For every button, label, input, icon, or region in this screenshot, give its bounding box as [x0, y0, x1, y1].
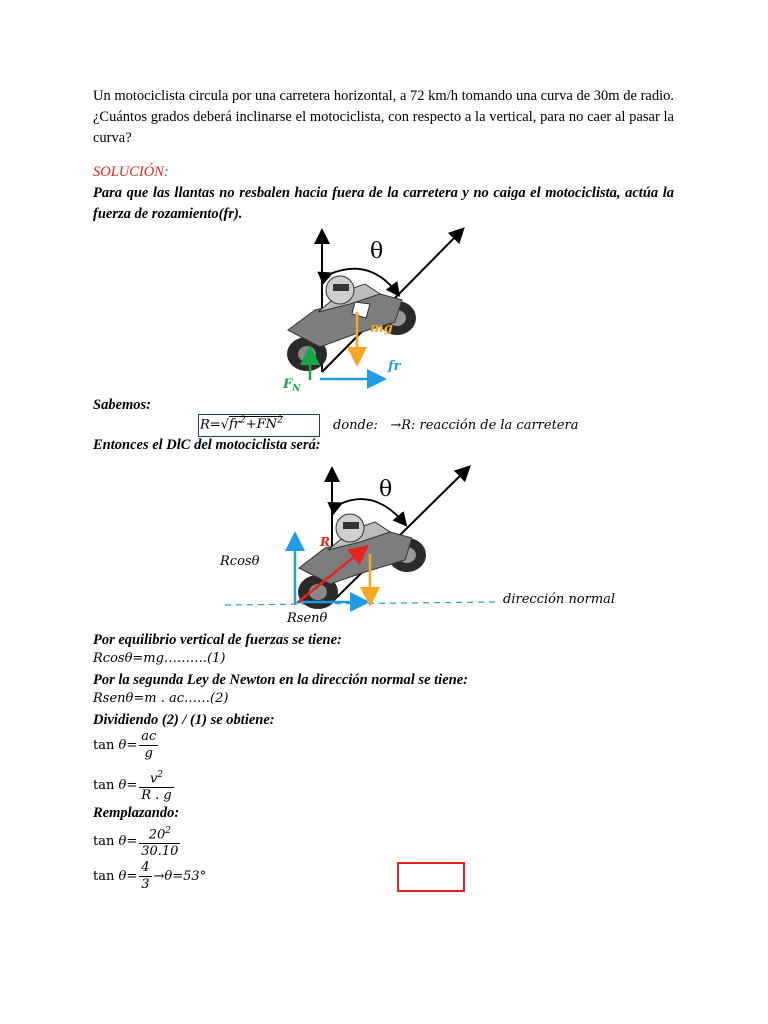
- fr-label: fr: [388, 359, 401, 374]
- equation-2: Rsenθ=m . ac……(2): [93, 691, 229, 706]
- direccion-normal-label: dirección normal: [503, 592, 616, 607]
- dlc-heading: Entonces el DlC del motociclista será:: [93, 437, 321, 453]
- figure-motorcycle-forces: [270, 222, 480, 397]
- motorcycle-illustration: [287, 276, 416, 371]
- rcos-label: Rcosθ: [220, 554, 260, 569]
- replacing-heading: Remplazando:: [93, 805, 180, 821]
- vertical-heading: Por equilibrio vertical de fuerzas se tiene:: [93, 632, 342, 648]
- tan-equation-4: tan θ= $\frac{4}{3}$ →θ=53°: [93, 860, 207, 892]
- tan-equation-3: tan θ= $\frac{20^2}{30.10}$: [93, 823, 182, 860]
- mg-label: mg: [370, 321, 393, 336]
- r-label: R: [320, 535, 330, 549]
- theta-label-2: θ: [379, 477, 393, 502]
- problem-statement: Un motociclista circula por una carretera horizontal, a 72 km/h tomando una curva de 30m de radio. ¿Cuántos grados deberá inclinarse el motociclista, con respecto a la vertical, para no caer al pasar la curva?: [93, 88, 674, 146]
- theta-label: θ: [370, 239, 384, 264]
- tan-equation-1: tan θ= $\frac{ac}{g}$: [93, 729, 157, 761]
- formula-r: $R=√fr^2+FN^2$: [200, 416, 283, 433]
- answer-highlight-box: [397, 862, 465, 892]
- solution-intro: Para que las llantas no resbalen hacia fuera de la carretera y no caiga el motociclista, actúa la fuerza de rozamiento(fr).: [93, 185, 674, 222]
- newton-heading: Por la segunda Ley de Newton en la dirección normal se tiene:: [93, 672, 468, 688]
- equation-1: Rcosθ=mg……….(1): [93, 651, 226, 666]
- dividing-heading: Dividiendo (2) / (1) se obtiene:: [93, 712, 275, 728]
- donde-text: donde: →R: reacción de la carretera: [333, 418, 579, 433]
- solution-title: SOLUCIÓN:: [93, 164, 169, 180]
- fn-label: $F_N$: [283, 377, 301, 394]
- sabemos-heading: Sabemos:: [93, 397, 151, 413]
- tan-equation-2: tan θ= $\frac{v^2}{R . g}$: [93, 767, 176, 804]
- rsen-label: Rsenθ: [287, 611, 328, 626]
